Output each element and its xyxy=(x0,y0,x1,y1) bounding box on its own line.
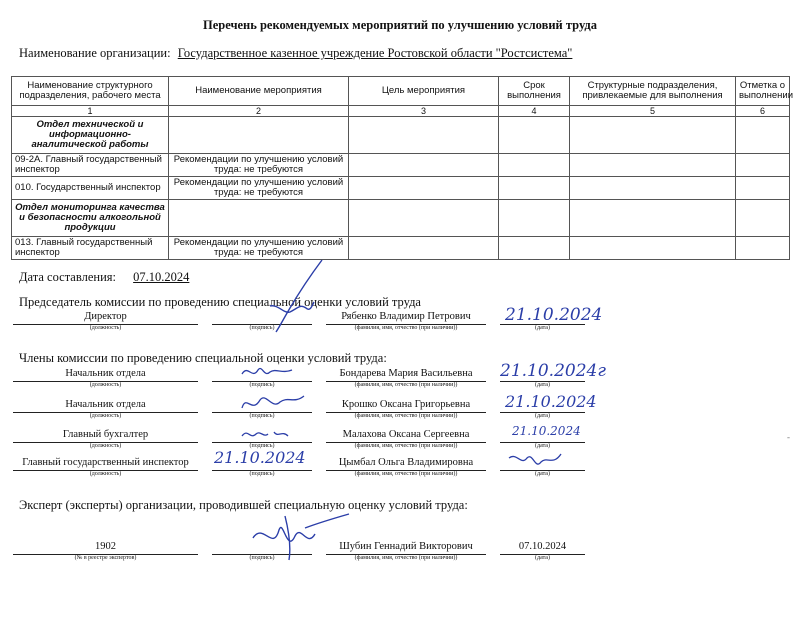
date-compiled-label: Дата составления: xyxy=(19,270,116,284)
col-header-goal: Цель мероприятия xyxy=(349,77,499,106)
member-name-field xyxy=(326,456,486,478)
col-header-unit: Наименование структурного подразделения, рабочего места xyxy=(12,77,169,106)
registry-caption: (№ в реестре экспертов) xyxy=(74,555,137,561)
col-header-measure: Наименование мероприятия xyxy=(169,77,349,106)
member-position: Главный бухгалтер xyxy=(13,428,198,443)
date-compiled xyxy=(19,270,203,285)
col-number: 5 xyxy=(570,106,736,117)
member-signature xyxy=(238,424,298,444)
signature-caption: (подпись) xyxy=(249,443,275,449)
chair-signature xyxy=(250,256,340,336)
member-name: Цымбал Ольга Владимировна xyxy=(326,456,486,471)
table-row-department xyxy=(12,200,790,237)
member-name-field xyxy=(326,398,486,420)
member-handwritten-date: 21.10.2024 xyxy=(505,392,597,411)
member-handwritten-date: 21.10.2024г xyxy=(500,361,606,381)
position-caption: (должность) xyxy=(89,413,122,419)
col-number: 1 xyxy=(12,106,169,117)
chair-heading: Председатель комиссии по проведению специальной оценки условий труда xyxy=(19,295,421,309)
member-name-field xyxy=(326,428,486,450)
signature-caption: (подпись) xyxy=(249,555,275,561)
position-caption: (должность) xyxy=(89,325,122,331)
signature-caption: (подпись) xyxy=(249,471,275,477)
col-number: 4 xyxy=(499,106,570,117)
signature-caption: (подпись) xyxy=(249,413,275,419)
date-caption: (дата) xyxy=(535,382,550,388)
member-position: Главный государственный инспектор xyxy=(13,456,198,471)
signature-caption: (подпись) xyxy=(249,382,275,388)
member-name: Малахова Оксана Сергеевна xyxy=(326,428,486,443)
col-header-completion: Отметка о выполнении xyxy=(736,77,790,106)
date-caption: (дата) xyxy=(535,555,550,561)
member-name: Крошко Оксана Григорьевна xyxy=(326,398,486,413)
member-position-field xyxy=(13,456,198,478)
organization-line xyxy=(19,46,572,61)
chair-position: Директор xyxy=(13,310,198,325)
members-heading: Члены комиссии по проведению специальной оценки условий труда: xyxy=(19,351,387,365)
chair-name-field xyxy=(326,310,486,332)
col-number: 6 xyxy=(736,106,790,117)
col-number: 2 xyxy=(169,106,349,117)
chair-handwritten-date: 21.10.2024 xyxy=(505,305,603,325)
measure-text: Рекомендации по улучшению условий труда: не требуются xyxy=(169,177,349,200)
date-compiled-value: 07.10.2024 xyxy=(133,270,190,284)
col-header-deadline: Срок выполнения xyxy=(499,77,570,106)
expert-date: 07.10.2024 xyxy=(500,540,585,555)
expert-date-field xyxy=(500,540,585,562)
workplace-name: 010. Государственный инспектор xyxy=(12,177,169,200)
organization-name: Государственное казенное учреждение Ростовской области "Ростсистема" xyxy=(177,46,573,60)
table-row-department xyxy=(12,117,790,154)
position-caption: (должность) xyxy=(89,382,122,388)
member-name: Бондарева Мария Васильевна xyxy=(326,367,486,382)
position-caption: (должность) xyxy=(89,443,122,449)
expert-name: Шубин Геннадий Викторович xyxy=(326,540,486,555)
margin-mark: - xyxy=(787,432,790,442)
position-caption: (должность) xyxy=(89,471,122,477)
department-name: Отдел мониторинга качества и безопасности алкогольной продукции xyxy=(12,200,169,237)
expert-heading: Эксперт (эксперты) организации, проводившей специальную оценку условий труда: xyxy=(19,498,468,512)
member-position-field xyxy=(13,428,198,450)
member-name-field xyxy=(326,367,486,389)
member-signature xyxy=(238,360,298,384)
table-row xyxy=(12,237,790,260)
member-handwritten-date: 21.10.2024 xyxy=(512,424,581,438)
member-signature xyxy=(505,448,565,476)
chair-name: Рябенко Владимир Петрович xyxy=(326,310,486,325)
table-row xyxy=(12,177,790,200)
member-signature xyxy=(238,388,308,416)
document-title: Перечень рекомендуемых мероприятий по улучшению условий труда xyxy=(202,18,598,32)
date-caption: (дата) xyxy=(535,471,550,477)
member-position-field xyxy=(13,398,198,420)
chair-position-field xyxy=(13,310,198,332)
expert-registry-number: 1902 xyxy=(13,540,198,555)
date-caption: (дата) xyxy=(535,325,550,331)
measures-table xyxy=(11,76,794,260)
fio-caption: (фамилия, имя, отчество (при наличии)) xyxy=(354,443,458,449)
department-name: Отдел технической и информационно-аналитической работы xyxy=(12,117,169,154)
workplace-name: 09-2А. Главный государственный инспектор xyxy=(12,154,169,177)
member-position: Начальник отдела xyxy=(13,367,198,382)
organization-label: Наименование организации: xyxy=(19,46,171,60)
date-caption: (дата) xyxy=(535,413,550,419)
table-row xyxy=(12,154,790,177)
signature-caption: (подпись) xyxy=(249,325,275,331)
measure-text: Рекомендации по улучшению условий труда: не требуются xyxy=(169,237,349,260)
fio-caption: (фамилия, имя, отчество (при наличии)) xyxy=(354,413,458,419)
expert-registry-field xyxy=(13,540,198,562)
fio-caption: (фамилия, имя, отчество (при наличии)) xyxy=(354,382,458,388)
date-caption: (дата) xyxy=(535,443,550,449)
table-number-row xyxy=(12,106,790,117)
fio-caption: (фамилия, имя, отчество (при наличии)) xyxy=(354,325,458,331)
workplace-name: 013. Главный государственный инспектор xyxy=(12,237,169,260)
fio-caption: (фамилия, имя, отчество (при наличии)) xyxy=(354,555,458,561)
table-header-row xyxy=(12,77,790,106)
member-position: Начальник отдела xyxy=(13,398,198,413)
measure-text: Рекомендации по улучшению условий труда: не требуются xyxy=(169,154,349,177)
member-handwritten-date: 21.10.2024 xyxy=(214,448,306,467)
col-header-divisions: Структурные подразделения, привлекаемые для выполнения xyxy=(570,77,736,106)
member-position-field xyxy=(13,367,198,389)
fio-caption: (фамилия, имя, отчество (при наличии)) xyxy=(354,471,458,477)
expert-signature xyxy=(245,508,355,564)
col-number: 3 xyxy=(349,106,499,117)
